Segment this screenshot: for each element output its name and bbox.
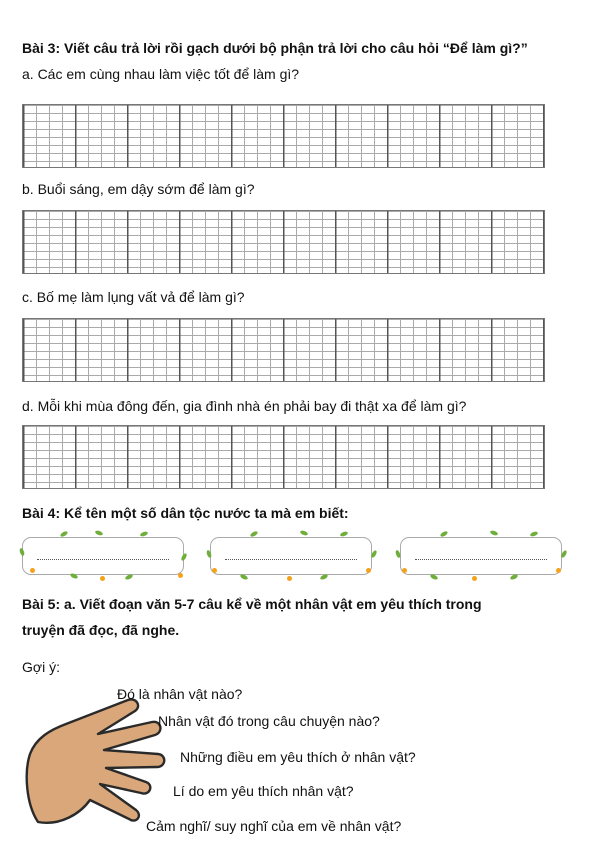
answer-line-2	[225, 559, 357, 560]
writing-grid-d[interactable]	[22, 425, 545, 489]
bai5-title-line1: Bài 5: a. Viết đoạn văn 5-7 câu kể về một nhân vật em yêu thích trong	[22, 596, 482, 612]
answer-box-1[interactable]	[22, 537, 184, 575]
answer-box-3[interactable]	[400, 537, 562, 575]
question-d: d. Mỗi khi mùa đông đến, gia đình nhà én phải bay đi thật xa để làm gì?	[22, 398, 467, 414]
writing-grid-c[interactable]	[22, 318, 545, 382]
hint-label: Gợi ý:	[22, 659, 60, 675]
writing-grid-a[interactable]	[22, 104, 545, 168]
hint-4: Lí do em yêu thích nhân vật?	[173, 783, 354, 799]
hand-icon	[20, 692, 170, 832]
question-c: c. Bố mẹ làm lụng vất vả để làm gì?	[22, 289, 245, 305]
question-a: a. Các em cùng nhau làm việc tốt để làm gì?	[22, 66, 300, 82]
bai5-title-line2: truyện đã đọc, đã nghe.	[22, 622, 180, 638]
answer-box-2[interactable]	[210, 537, 372, 575]
bai4-title: Bài 4: Kể tên một số dân tộc nước ta mà em biết:	[22, 505, 349, 521]
hint-3: Những điều em yêu thích ở nhân vật?	[180, 749, 416, 765]
hint-2: Nhân vật đó trong câu chuyện nào?	[158, 713, 380, 729]
writing-grid-b[interactable]	[22, 210, 545, 274]
bai3-title: Bài 3: Viết câu trả lời rồi gạch dưới bộ phận trả lời cho câu hỏi “Để làm gì?”	[22, 40, 528, 56]
hint-1: Đó là nhân vật nào?	[117, 686, 243, 702]
question-b: b. Buổi sáng, em dậy sớm để làm gì?	[22, 181, 255, 197]
hint-5: Cảm nghĩ/ suy nghĩ của em về nhân vật?	[146, 818, 402, 834]
answer-line-3	[415, 559, 547, 560]
answer-line-1	[37, 559, 169, 560]
